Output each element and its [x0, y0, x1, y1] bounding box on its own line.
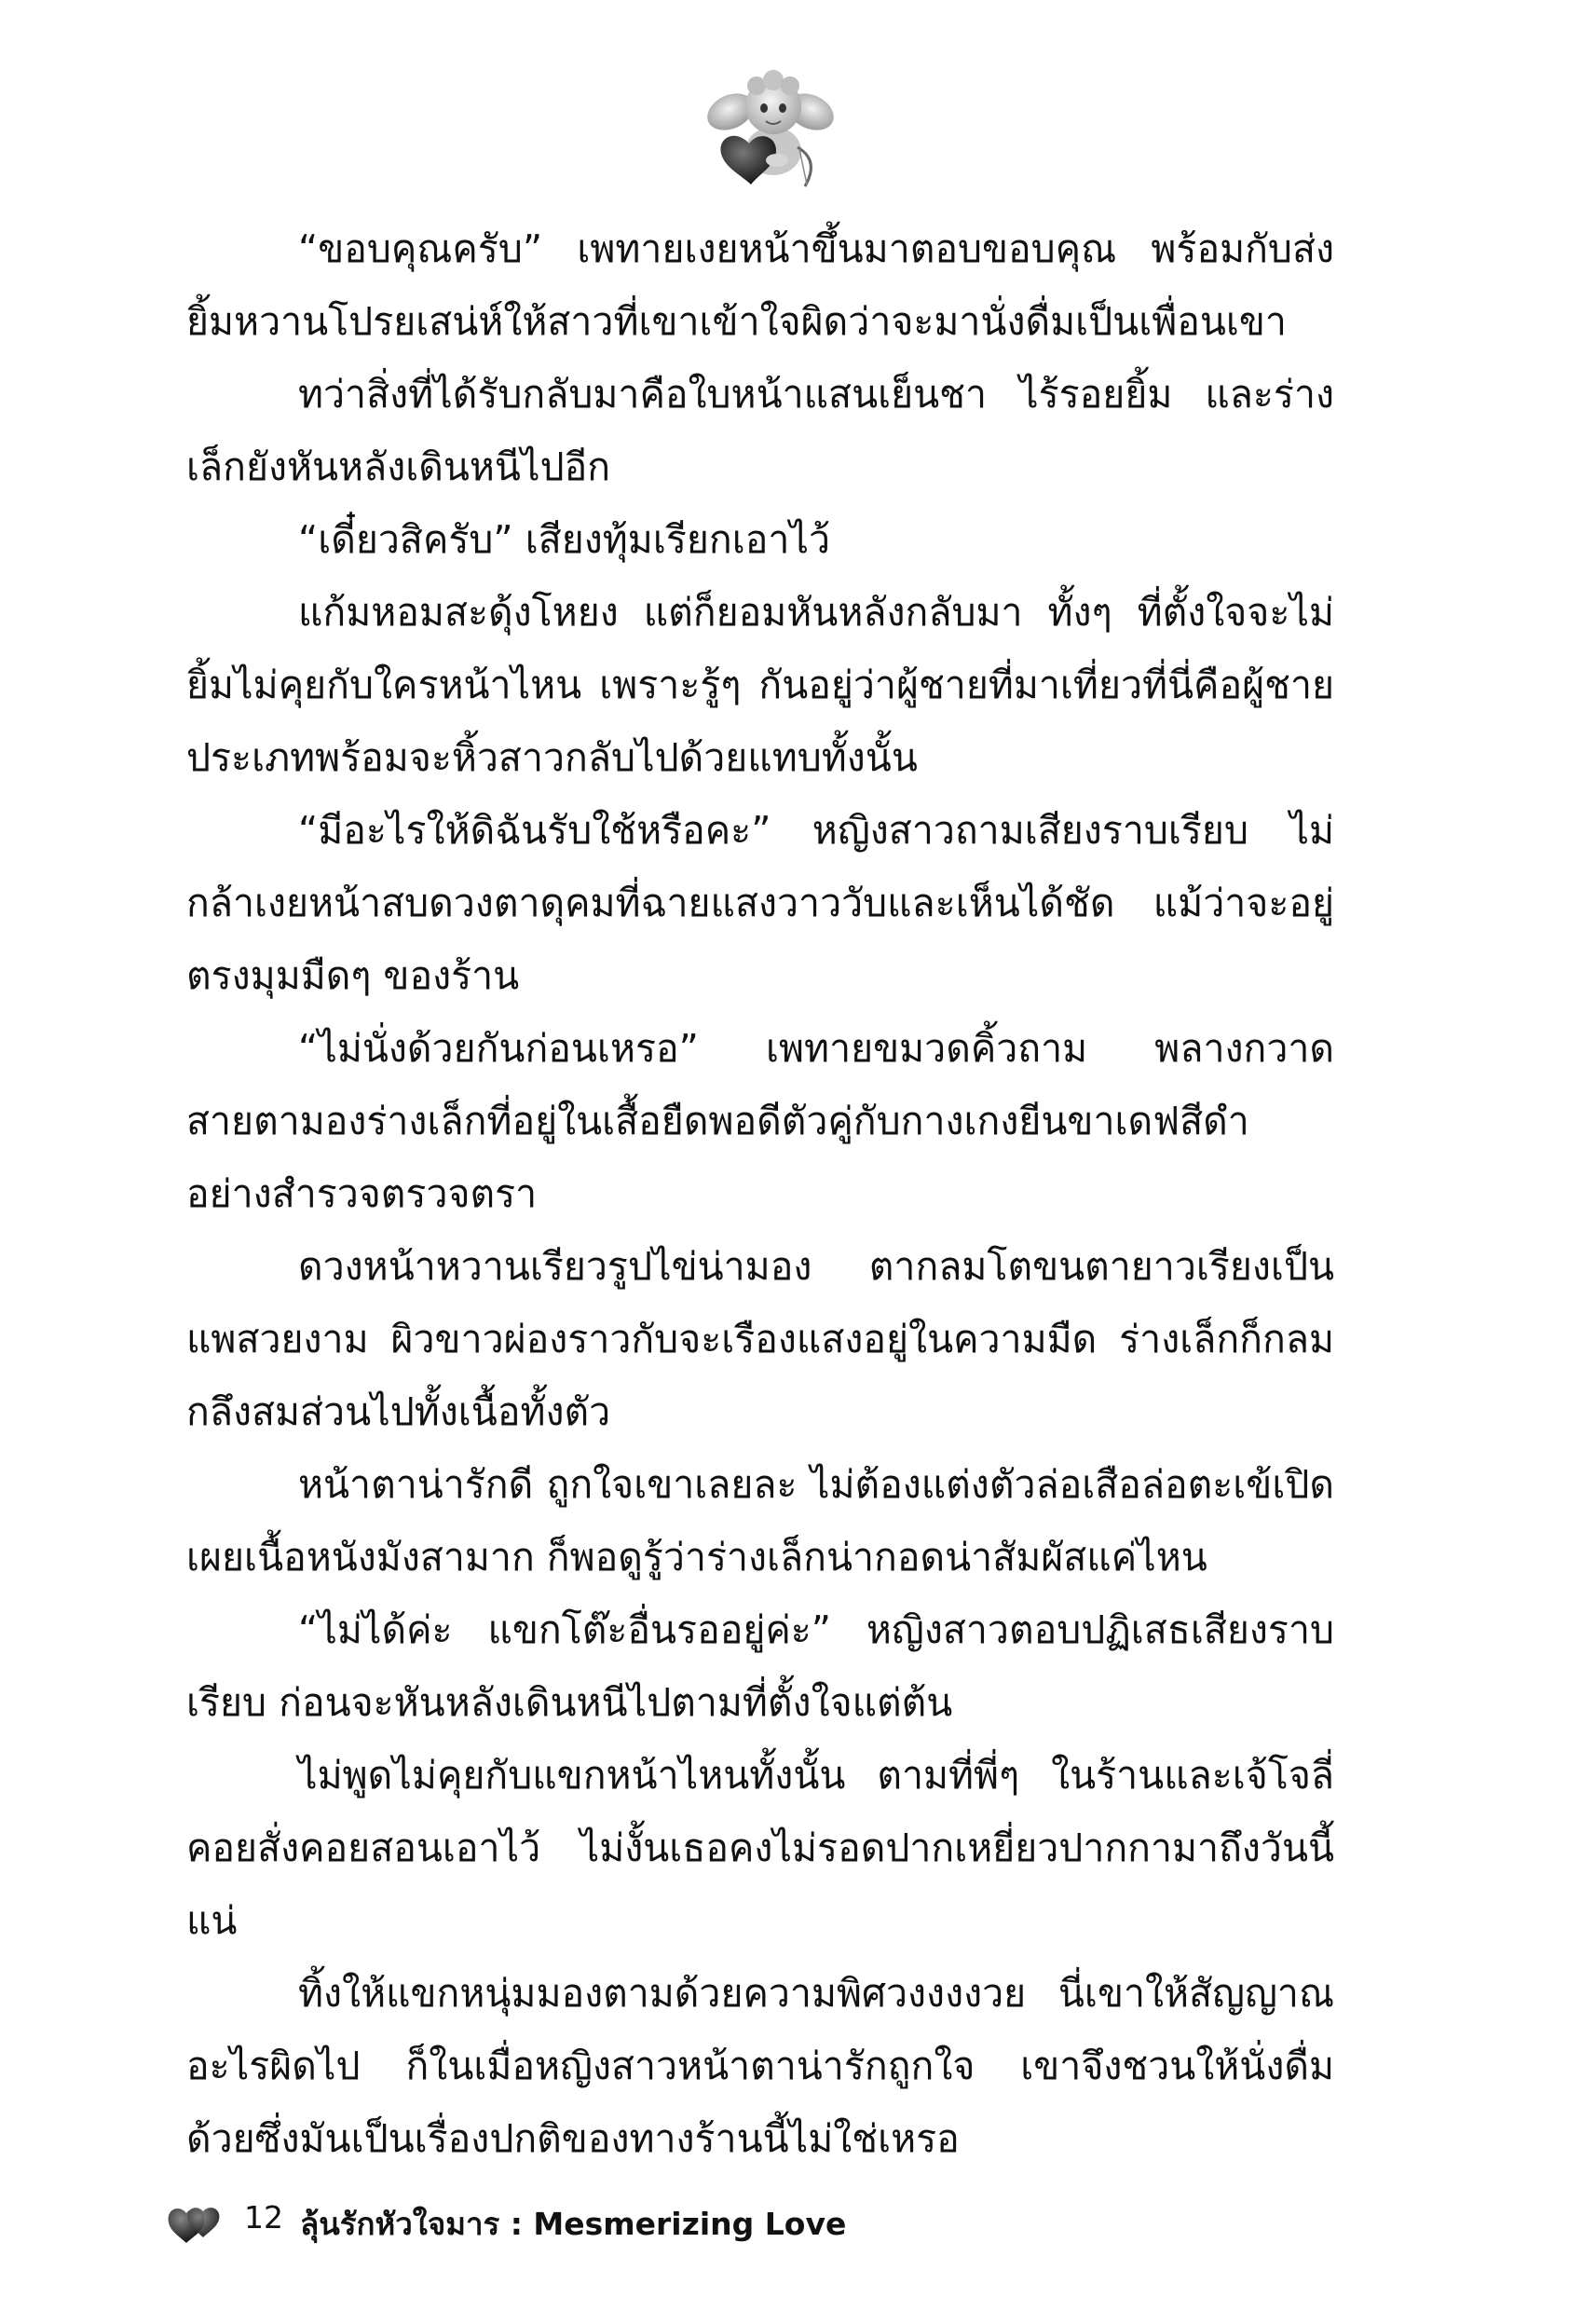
hearts-icon [166, 2202, 224, 2245]
paragraph: “เดี๋ยวสิครับ” เสียงทุ้มเรียกเอาไว้ [298, 517, 831, 562]
body-text [186, 212, 1334, 2175]
page-number: 12 [244, 2198, 283, 2236]
paragraph: ทิ้งให้แขกหนุ่มมองตามด้วยความพิศวงงงงวย นี่เขาให้สัญญาณอะไรผิดไป ก็ในเมื่อหญิงสาวหน้าตาน่ารักถูกใจ เขาจึงชวนให้นั่งดื่มด้วยซึ่งมันเป็นเรื่องปกติของทางร้านนี้ไม่ใช่เหรอ [186, 1971, 1334, 2161]
paragraph: ทว่าสิ่งที่ได้รับกลับมาคือใบหน้าแสนเย็นชา ไร้รอยยิ้ม และร่างเล็กยังหันหลังเดินหนีไปอีก [186, 372, 1334, 489]
paragraph: ดวงหน้าหวานเรียวรูปไข่น่ามอง ตากลมโตขนตายาวเรียงเป็นแพสวยงาม ผิวขาวผ่องราวกับจะเรืองแสงอยู่ในความมืด ร่างเล็กก็กลมกลึงสมส่วนไปทั้งเนื้อทั้งตัว [186, 1244, 1334, 1434]
paragraph: “มีอะไรให้ดิฉันรับใช้หรือคะ” หญิงสาวถามเสียงราบเรียบ ไม่กล้าเงยหน้าสบดวงตาดุคมที่ฉายแสงวาววับและเห็นได้ชัด แม้ว่าจะอยู่ตรงมุมมืดๆ ของร้าน [186, 808, 1334, 998]
paragraph: หน้าตาน่ารักดี ถูกใจเขาเลยละ ไม่ต้องแต่งตัวล่อเสือล่อตะเข้เปิดเผยเนื้อหนังมังสามาก ก็พอดูรู้ว่าร่างเล็กน่ากอดน่าสัมผัสแค่ไหน [186, 1462, 1334, 1579]
paragraph: “ไม่นั่งด้วยกันก่อนเหรอ” เพทายขมวดคิ้วถาม พลางกวาดสายตามองร่างเล็กที่อยู่ในเสื้อยืดพอดีตัวคู่กับกางเกงยีนขาเดฟสีดำอย่างสำรวจตรวจตรา [186, 1026, 1334, 1216]
cupid-holding-heart-icon [701, 58, 840, 198]
paragraph: ไม่พูดไม่คุยกับแขกหน้าไหนทั้งนั้น ตามที่พี่ๆ ในร้านและเจ้โจลี่คอยสั่งคอยสอนเอาไว้ ไม่งั้นเธอคงไม่รอดปากเหยี่ยวปากกามาถึงวันนี้แน่ [186, 1753, 1334, 1943]
paragraph: แก้มหอมสะดุ้งโหยง แต่ก็ยอมหันหลังกลับมา ทั้งๆ ที่ตั้งใจจะไม่ยิ้มไม่คุยกับใครหน้าไหน เพราะรู้ๆ กันอยู่ว่าผู้ชายที่มาเที่ยวที่นี่คือผู้ชายประเภทพร้อมจะหิ้วสาวกลับไปด้วยแทบทั้งนั้น [186, 590, 1334, 780]
paragraph: “ขอบคุณครับ” เพทายเงยหน้าขึ้นมาตอบขอบคุณ พร้อมกับส่งยิ้มหวานโปรยเสน่ห์ให้สาวที่เขาเข้าใจผิดว่าจะมานั่งดื่มเป็นเพื่อนเขา [186, 226, 1334, 344]
paragraph: “ไม่ได้ค่ะ แขกโต๊ะอื่นรออยู่ค่ะ” หญิงสาวตอบปฏิเสธเสียงราบเรียบ ก่อนจะหันหลังเดินหนีไปตามที่ตั้งใจแต่ต้น [186, 1607, 1334, 1725]
page-footer [166, 2195, 846, 2251]
book-title: ลุ้นรักหัวใจมาร : Mesmerizing Love [300, 2205, 847, 2242]
